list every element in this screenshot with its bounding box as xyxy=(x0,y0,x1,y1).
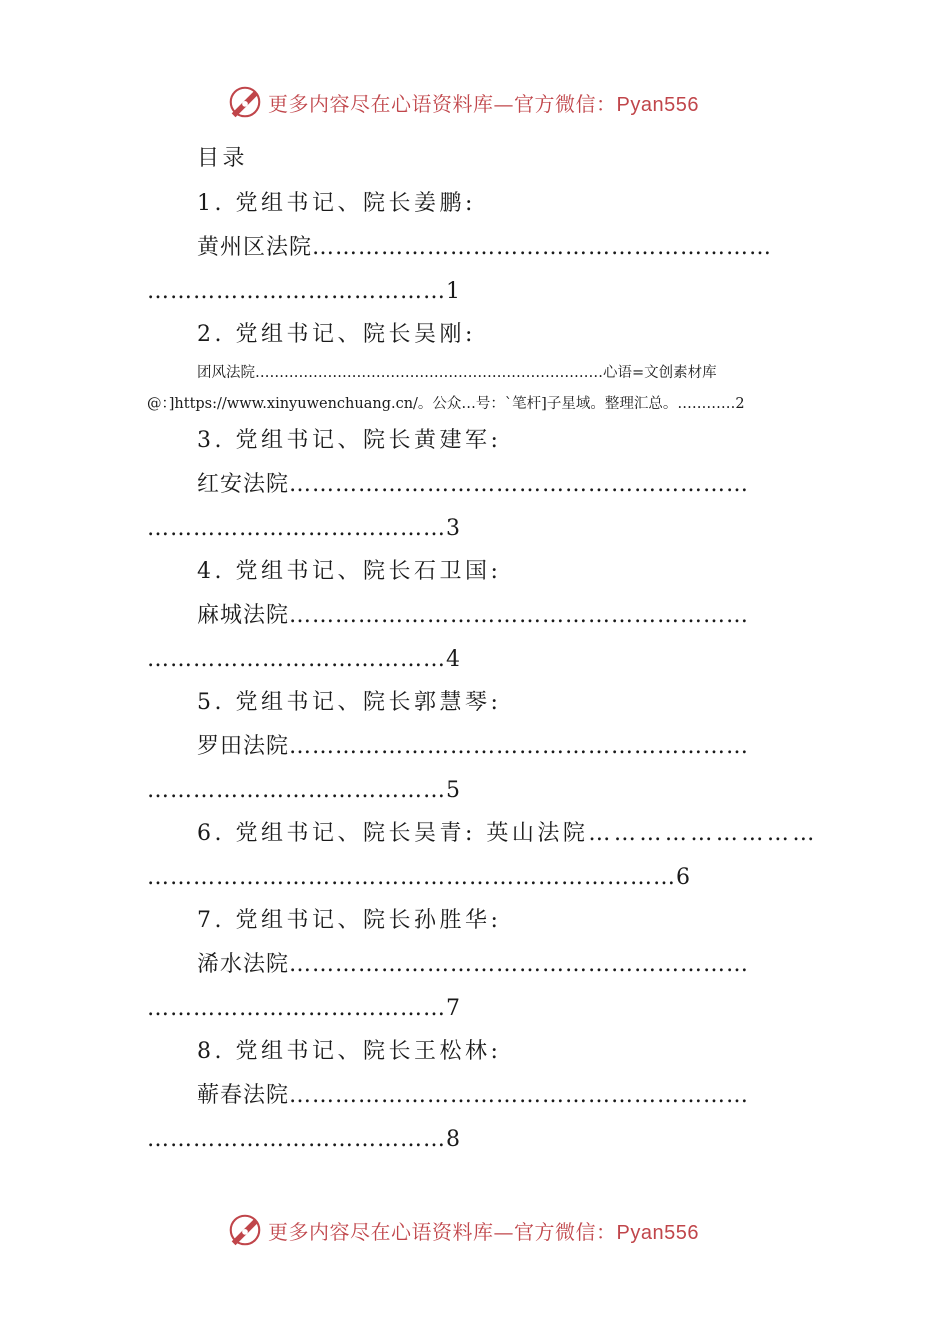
pen-logo-icon xyxy=(226,83,264,121)
toc-page-4: …………………………………4 xyxy=(147,647,461,672)
toc-page-2: @：]https://www.xinyuwenchuang.cn/。公众…号：`笔杆]子星域。整理汇总。…………2 xyxy=(147,396,745,412)
toc-entry-4: 4. 党组书记、院长石卫国: xyxy=(197,559,502,584)
toc-page-6: ……………………………………………………………6 xyxy=(147,865,691,890)
toc-page-1: …………………………………1 xyxy=(147,279,461,304)
banner-text: 更多内容尽在心语资料库—官方微信：Pyan556 xyxy=(268,1219,699,1244)
toc-entry-6: 6. 党组书记、院长吴青: 英山法院……………………… xyxy=(197,821,818,846)
toc-entry-5: 5. 党组书记、院长郭慧琴: xyxy=(197,690,502,715)
banner-text: 更多内容尽在心语资料库—官方微信：Pyan556 xyxy=(268,91,699,116)
wechat-id: Pyan556 xyxy=(616,1221,699,1244)
toc-page-8: …………………………………8 xyxy=(147,1127,461,1152)
toc-court-1: 黄州区法院…………………………………………………… xyxy=(197,235,773,260)
toc-page-7: …………………………………7 xyxy=(147,996,461,1021)
toc-page-3: …………………………………3 xyxy=(147,516,461,541)
toc-court-4: 麻城法院…………………………………………………… xyxy=(197,603,750,628)
toc-entry-2: 2. 党组书记、院长吴刚: xyxy=(197,322,476,347)
footer-banner xyxy=(226,1210,699,1250)
toc-court-2: 团风法院………………………………………………………………心语=文创素材库 xyxy=(197,365,717,381)
wechat-id: Pyan556 xyxy=(616,93,699,116)
toc-court-3: 红安法院…………………………………………………… xyxy=(197,472,750,497)
header-banner xyxy=(226,82,699,122)
toc-entry-7: 7. 党组书记、院长孙胜华: xyxy=(197,908,502,933)
toc-entry-8: 8. 党组书记、院长王松林: xyxy=(197,1039,502,1064)
toc-page-5: …………………………………5 xyxy=(147,778,461,803)
toc-court-8: 蕲春法院…………………………………………………… xyxy=(197,1083,750,1108)
toc-entry-1: 1. 党组书记、院长姜鹏: xyxy=(197,191,476,216)
toc-court-5: 罗田法院…………………………………………………… xyxy=(197,734,750,759)
pen-logo-icon xyxy=(226,1211,264,1249)
toc-title: 目录 xyxy=(197,146,249,171)
toc-entry-3: 3. 党组书记、院长黄建军: xyxy=(197,428,502,453)
toc-court-7: 浠水法院…………………………………………………… xyxy=(197,952,750,977)
